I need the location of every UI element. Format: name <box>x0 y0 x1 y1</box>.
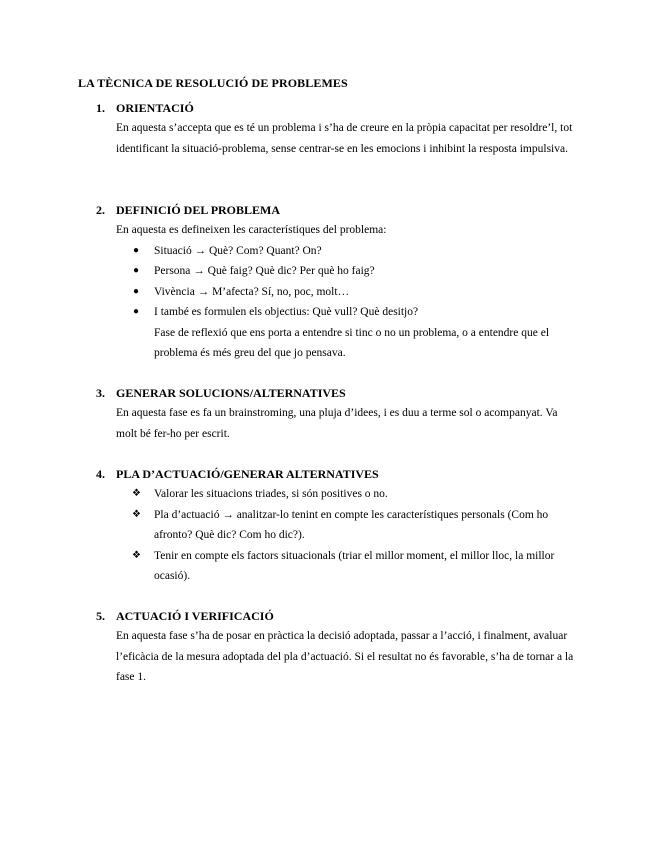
list-item: ❖ Tenir en compte els factors situacionals (triar el millor moment, el millor lloc, la millor ocasió). <box>116 546 576 587</box>
section-followup-paragraph: Fase de reflexió que ens porta a entendre si tinc o no un problema, o a entendre que el problema és més greu del que jo pensava. <box>154 326 550 359</box>
document-title: LA TÈCNICA DE RESOLUCIÓ DE PROBLEMES <box>78 76 348 90</box>
section-paragraph: En aquesta es defineixen les característiques del problema: <box>116 224 387 236</box>
section-heading <box>96 98 576 118</box>
section-number: 5. <box>96 609 105 623</box>
section-generar-solucions <box>96 383 576 444</box>
diamond-bullet-icon: ❖ <box>132 508 141 520</box>
diamond-list <box>116 484 576 587</box>
section-heading <box>96 383 576 403</box>
section-title: GENERAR SOLUCIONS/ALTERNATIVES <box>116 386 346 400</box>
section-paragraph: En aquesta fase s’ha de posar en pràctica la decisió adoptada, passar a l’acció, i finalment, avaluar l’eficàcia de la mesura adoptada del pla d’actuació. Si el resultat no és favorable, s’ha de tornar a la fase 1. <box>116 630 574 683</box>
diamond-bullet-icon: ❖ <box>132 488 141 499</box>
section-number: 4. <box>96 467 105 481</box>
section-pla-actuacio <box>96 464 576 587</box>
section-definicio <box>96 200 576 364</box>
section-title: PLA D’ACTUACIÓ/GENERAR ALTERNATIVES <box>116 467 379 481</box>
list-item: ● I també es formulen els objectius: Què vull? Què desitjo? <box>116 302 576 323</box>
bullet-icon: ● <box>133 285 140 297</box>
section-title: DEFINICIÓ DEL PROBLEMA <box>116 203 281 217</box>
section-paragraph: En aquesta s’accepta que es té un problema i s’ha de creure en la pròpia capacitat per resoldre’l, tot identificant la situació-problema, sense centrar-se en les emocions i inhibint la resposta impulsiva. <box>116 122 573 155</box>
section-actuacio-verificacio <box>96 606 576 688</box>
section-orientacio <box>96 98 576 159</box>
list-item: ❖ Valorar les situacions triades, si són positives o no. <box>116 484 576 505</box>
list-item: ● Situació → Què? Com? Quant? On? <box>116 241 576 262</box>
section-number: 3. <box>96 386 105 400</box>
list-item: ● Persona → Què faig? Què dic? Per què ho faig? <box>116 261 576 282</box>
bullet-icon: ● <box>133 244 140 256</box>
list-item: ● Vivència → M’afecta? Sí, no, poc, molt… <box>116 282 576 303</box>
bullet-list <box>116 241 576 323</box>
section-title: ACTUACIÓ I VERIFICACIÓ <box>116 609 274 623</box>
section-number: 1. <box>96 101 105 115</box>
section-heading <box>96 606 576 626</box>
section-paragraph: En aquesta fase es fa un brainstroming, una pluja d’idees, i es duu a terme sol o acompanyat. Va molt bé fer-ho per escrit. <box>116 407 558 440</box>
section-heading <box>96 200 576 220</box>
bullet-icon: ● <box>133 265 140 276</box>
diamond-bullet-icon: ❖ <box>132 549 141 561</box>
section-heading <box>96 464 576 484</box>
section-number: 2. <box>96 203 105 217</box>
section-title: ORIENTACIÓ <box>116 101 194 115</box>
list-item: ❖ Pla d’actuació → analitzar-lo tenint en compte les característiques personals (Com ho afronto? Què dic? Com ho dic?). <box>116 505 576 546</box>
bullet-icon: ● <box>133 306 140 317</box>
